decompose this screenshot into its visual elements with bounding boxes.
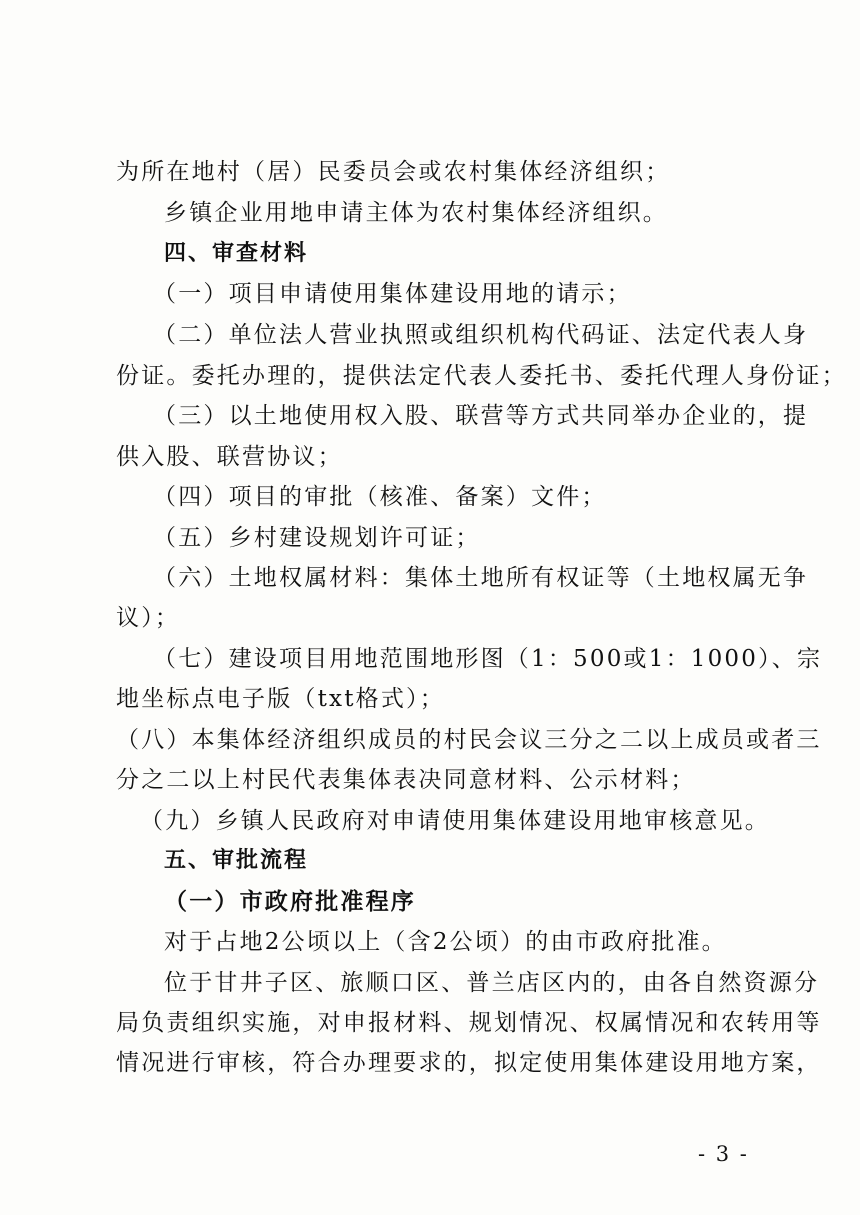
page-number: - 3 - [698,1142,749,1166]
text-line: 分之二以上村民代表集体表决同意材料、公示材料； [116,767,696,793]
text-line: 议）； [116,605,181,631]
text-line: 情况进行审核，符合办理要求的，拟定使用集体建设用地方案， [116,1050,822,1076]
list-item: （八）本集体经济组织成员的村民会议三分之二以上成员或者三 [116,727,822,753]
text-line: 为所在地村（居）民委员会或农村集体经济组织； [116,159,671,185]
text-line: 位于甘井子区、旅顺口区、普兰店区内的，由各自然资源分 [164,970,820,996]
list-item: （七）建设项目用地范围地形图（1：500或1：1000）、宗 [153,646,823,672]
list-item: （二）单位法人营业执照或组织机构代码证、法定代表人身 [153,322,809,348]
text-line: 地坐标点电子版（txt格式）； [116,686,445,712]
text-line: 份证。委托办理的，提供法定代表人委托书、委托代理人身份证； [116,363,847,389]
text-line: 局负责组织实施，对申报材料、规划情况、权属情况和农转用等 [116,1010,822,1036]
subsection-heading: （一）市政府批准程序 [164,888,416,915]
list-item: （三）以土地使用权入股、联营等方式共同举办企业的，提 [153,403,809,429]
section-heading: 五、审批流程 [164,848,309,873]
list-item: （一）项目申请使用集体建设用地的请示； [153,281,632,307]
list-item: （九）乡镇人民政府对申请使用集体建设用地审核意见。 [140,808,770,834]
text-line: 乡镇企业用地申请主体为农村集体经济组织。 [164,200,668,226]
text-line: 对于占地2公顷以上（含2公顷）的由市政府批准。 [164,929,727,955]
list-item: （四）项目的审批（核准、备案）文件； [153,484,607,510]
section-heading: 四、审查材料 [164,241,309,266]
text-line: 供入股、联营协议； [116,444,343,470]
list-item: （五）乡村建设规划许可证； [153,525,481,551]
list-item: （六）土地权属材料：集体土地所有权证等（土地权属无争 [153,565,809,591]
